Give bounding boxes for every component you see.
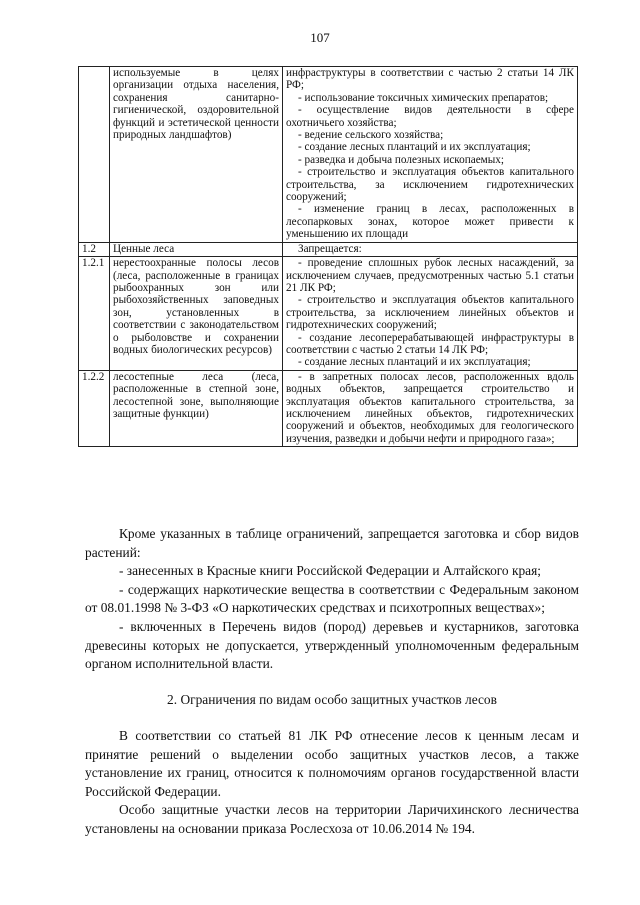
- restriction-list: [283, 257, 578, 371]
- restrictions-table-body: [79, 67, 578, 447]
- restriction-item: - строительство и эксплуатация объектов капитального строительства, за исключением гидротехнических сооружений;: [286, 166, 574, 204]
- restriction-item: - ведение сельского хозяйства;: [298, 129, 444, 142]
- restriction-item: - строительство и эксплуатация объектов капитального строительства, за исключением линейных объектов и гидротехнических сооружений;: [286, 294, 574, 332]
- table-row: [79, 67, 578, 243]
- row-number: 1.2: [79, 242, 110, 256]
- section-body: [85, 727, 579, 839]
- row-number: 1.2.2: [79, 370, 110, 446]
- forest-category: нерестоохранные полосы лесов (леса, расположенные в границах рыбоохранных зон или рыбохозяйственных заповедных зон, установленных в соответствии с законодательством о рыболовстве и сохранении водных биологических ресурсов): [110, 257, 283, 371]
- restriction-item: Запрещается:: [298, 242, 362, 255]
- plant-item-red-book: - занесенных в Красные книги Российской Федерации и Алтайского края;: [119, 563, 541, 579]
- restriction-list: [283, 242, 578, 256]
- table-row: [79, 257, 578, 371]
- restriction-list: [283, 67, 578, 243]
- restriction-item: - проведение сплошных рубок лесных насаждений, за исключением случаев, предусмотренных частью 5.1 статьи 21 ЛК РФ;: [286, 257, 574, 294]
- restrictions-table: [78, 66, 578, 447]
- restriction-item: - создание лесных плантаций и их эксплуатация;: [298, 356, 531, 369]
- restriction-item: - использование токсичных химических препаратов;: [298, 91, 549, 104]
- row-number: 1.2.1: [79, 257, 110, 371]
- row-number: [79, 67, 110, 243]
- plant-item-narcotic: - содержащих наркотические вещества в соответствии с Федеральным законом от 08.01.1998 № 3-ФЗ «О наркотических средствах и психотропных веществах»;: [85, 581, 579, 616]
- forest-category: используемые в целях организации отдыха населения, сохранения санитарно-гигиенической, оздоровительной функций и эстетической ценности природных ландшафтов): [110, 67, 283, 243]
- restriction-item: - в запретных полосах лесов, расположенных вдоль водных объектов, запрещается строительство и эксплуатация объектов капитального строительства, за исключением линейных объектов, гидротехнических сооружений и объектов, необходимых для геологического изучения, разведки и добычи нефти и природного газа»;: [286, 370, 574, 445]
- table-row: [79, 242, 578, 256]
- restriction-item: - разведка и добыча полезных ископаемых;: [298, 153, 504, 166]
- restriction-item: - создание лесоперерабатывающей инфраструктуры в соответствии с частью 2 статьи 14 ЛК РФ;: [286, 331, 574, 356]
- plant-restrictions-block: [85, 525, 579, 674]
- table-row: [79, 370, 578, 446]
- restriction-item: - изменение границ в лесах, расположенных в лесопарковых зонах, которое может привести к уменьшению их площади: [286, 203, 574, 241]
- page-number: 107: [310, 30, 330, 45]
- forest-category: лесостепные леса (леса, расположенные в степной зоне, лесостепной зоне, выполняющие защитные функции): [110, 370, 283, 446]
- section-heading: 2. Ограничения по видам особо защитных участков лесов: [167, 692, 497, 707]
- restriction-item: - осуществление видов деятельности в сфере охотничьего хозяйства;: [286, 104, 574, 129]
- paragraph-larichikha: Особо защитные участки лесов на территории Ларичихинского лесничества установлены на основании приказа Рослесхоза от 10.06.2014 № 194.: [85, 802, 579, 836]
- intro-paragraph: Кроме указанных в таблице ограничений, запрещается заготовка и сбор видов растений:: [85, 526, 579, 560]
- forest-category: Ценные леса: [110, 242, 283, 256]
- restriction-item: - создание лесных плантаций и их эксплуатация;: [298, 141, 531, 154]
- restriction-item: инфраструктуры в соответствии с частью 2 статьи 14 ЛК РФ;: [286, 67, 574, 92]
- restriction-list: [283, 370, 578, 446]
- plant-item-tree-list: - включенных в Перечень видов (пород) деревьев и кустарников, заготовка древесины которых не допускается, утвержденный уполномоченным федеральным органом исполнительной власти.: [85, 618, 579, 672]
- paragraph-authority: В соответствии со статьей 81 ЛК РФ отнесение лесов к ценным лесам и принятие решений о выделении особо защитных участков лесов, а также установление их границ, относится к полномочиям органов государственной власти Российской Федерации.: [85, 728, 579, 799]
